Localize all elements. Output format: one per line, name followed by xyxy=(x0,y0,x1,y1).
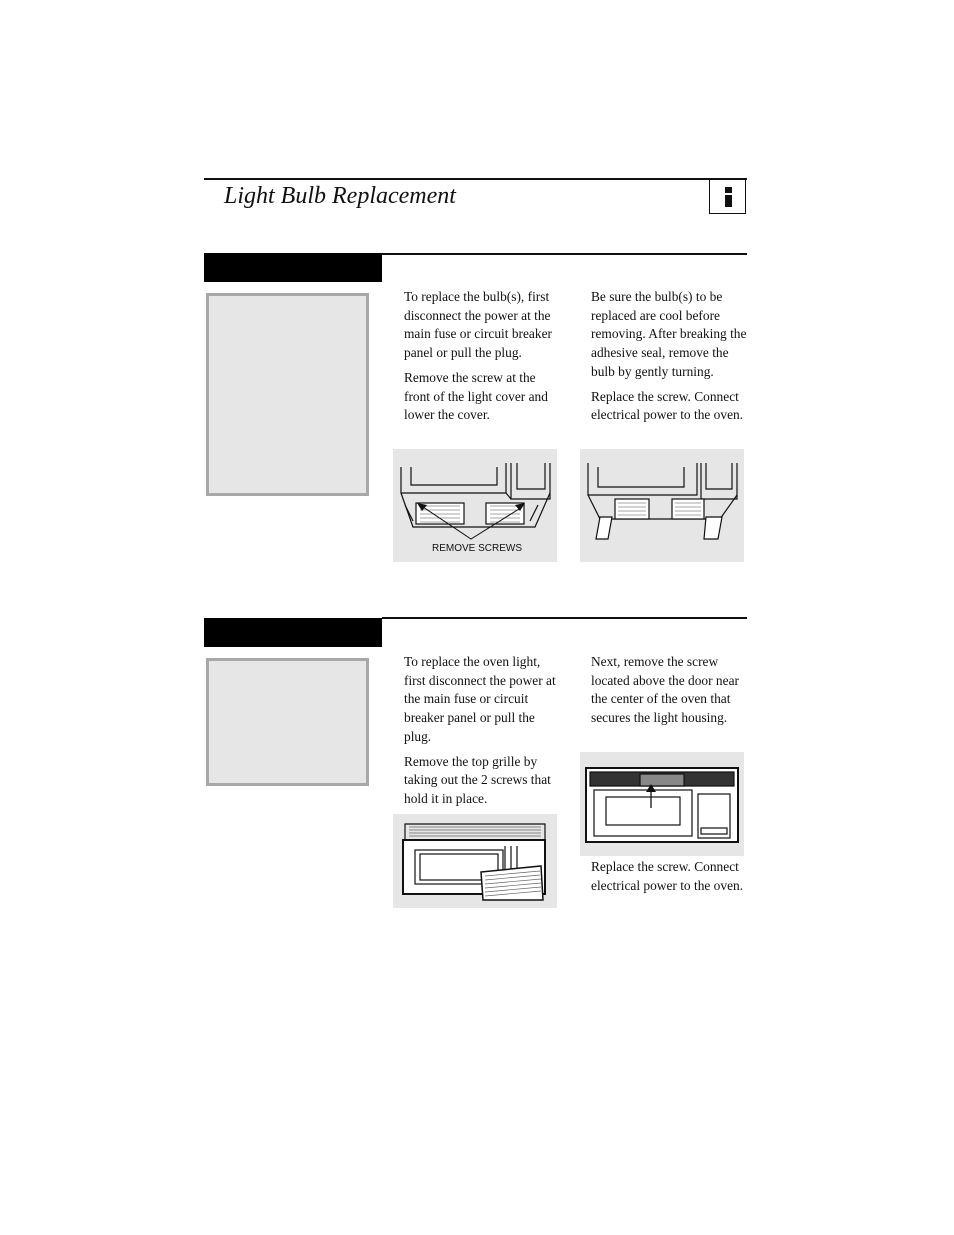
section2-heading-tab xyxy=(204,618,382,647)
section1-right-text xyxy=(591,288,751,431)
section1-sidebar-box xyxy=(206,293,369,496)
section1-heading-tab xyxy=(204,253,382,282)
section2-sidebar-box xyxy=(206,658,369,786)
figure-lowered-covers xyxy=(580,449,744,562)
info-icon xyxy=(709,180,746,214)
section2-left-para-1: To replace the oven light, first disconnect the power at the main fuse or circuit breaker panel or pull the plug. xyxy=(404,654,556,744)
section1-rule xyxy=(382,253,747,255)
figure-light-housing-screw xyxy=(580,752,744,856)
remove-screws-label: REMOVE SCREWS xyxy=(432,543,523,554)
section2-rule xyxy=(382,617,747,619)
section1-left-para-2: Remove the screw at the front of the light cover and lower the cover. xyxy=(404,369,548,423)
figure-remove-screws xyxy=(393,449,557,562)
section2-left-para-2: Remove the top grille by taking out the 2 screws that hold it in place. xyxy=(404,753,551,806)
section1-right-para-1: Be sure the bulb(s) to be replaced are cool before removing. After breaking the adhesive seal, remove the bulb by gently turning. xyxy=(591,289,747,379)
section1-left-text xyxy=(404,288,564,431)
section2-right-para-1: Next, remove the screw located above the door near the center of the oven that secures the light housing. xyxy=(591,654,739,726)
section2-right-text-top xyxy=(591,653,751,734)
figure-remove-grille xyxy=(393,814,557,908)
section2-right-para-2: Replace the screw. Connect electrical power to the oven. xyxy=(591,859,744,893)
section1-right-para-2: Replace the screw. Connect electrical power to the oven. xyxy=(591,388,744,423)
section1-left-para-1: To replace the bulb(s), first disconnect the power at the main fuse or circuit breaker panel or pull the plug. xyxy=(404,289,552,361)
section2-right-text-bottom xyxy=(591,858,751,901)
page-title: Light Bulb Replacement xyxy=(224,183,456,209)
section2-left-text xyxy=(404,653,564,815)
